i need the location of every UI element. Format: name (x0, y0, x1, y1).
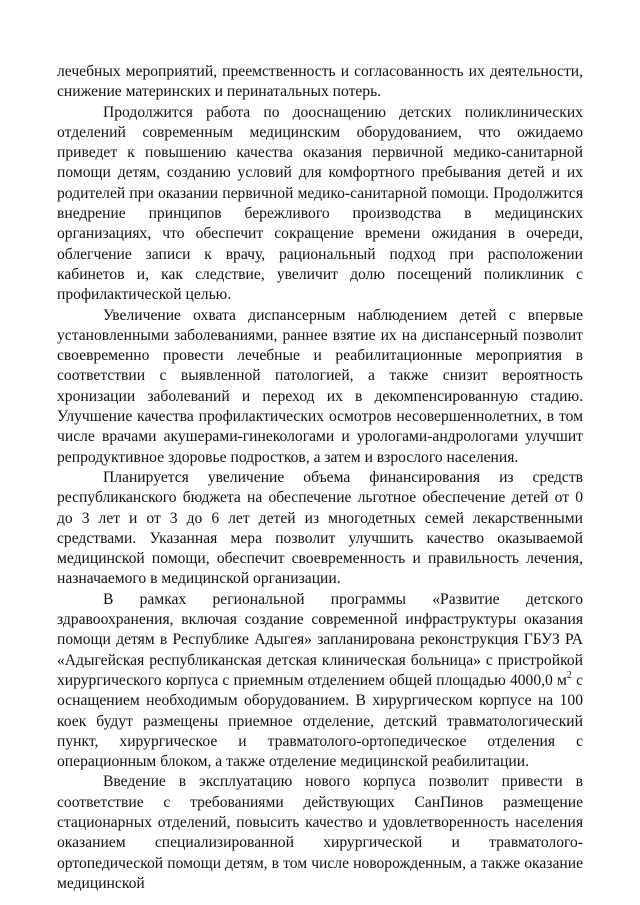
paragraph-new-building: Введение в эксплуатацию нового корпуса позволит привести в соответствие с требованиями действующих СанПинов размещение стационарных отделений, повысить качество и удовлетворенность населения оказанием специализированной хирургической и травматолого-ортопедической помощи детям, в том числе новорожденным, а также оказание медицинской (57, 773, 583, 892)
area-superscript: 2 (566, 669, 572, 681)
paragraph-financing: Планируется увеличение объема финансирования из средств республиканского бюджета на обеспечение льготное обеспечение детей от 0 до 3 лет и от 3 до 6 лет детей из многодетных семей лекарственными средствами. Указанная мера позволит улучшить качество оказываемой медицинской помощи, обеспечит своевременность и правильность лечения, назначаемого в медицинской организации. (57, 468, 583, 588)
paragraph-continuation: лечебных мероприятий, преемственность и согласованность их деятельности, снижение материнских и перинатальных потерь. (57, 63, 583, 101)
paragraph-regional-program (57, 590, 583, 773)
paragraph-dispensary-observation: Увеличение охвата диспансерным наблюдением детей с впервые установленными заболеваниями, раннее взятие их на диспансерный позволит своевременно провести лечебные и реабилитационные мероприятия в соответствии с выявленной патологией, а также снизит вероятность хронизации заболеваний и переход их в декомпенсированную стадию. Улучшение качества профилактических осмотров несовершеннолетних, в том числе врачами акушерами-гинекологами и урологами-андрологами улучшит репродуктивное здоровье подростков, а затем и взрослого населения. (57, 306, 583, 466)
regional-program-text-after: с оснащением необходимым оборудованием. В хирургическом корпусе на 100 коек будут размещены приемное отделение, детский травматологический пункт, хирургическое и травматолого-ортопедическое отделения с операционным блоком, а также отделение медицинской реабилитации. (57, 671, 583, 771)
regional-program-text-before: В рамках региональной программы «Развитие детского здравоохранения, включая создание современной инфраструктуры оказания помощи детям в Республике Адыгея» запланирована реконструкция ГБУЗ РА «Адыгейская республиканская детская клиническая больница» с пристройкой хирургического корпуса с приемным отделением общей площадью 4000,0 м (57, 590, 583, 689)
paragraph-polyclinic-equipment: Продолжится работа по дооснащению детских поликлинических отделений современным медицинским оборудованием, что ожидаемо приведет к повышению качества оказания первичной медико-санитарной помощи детям, созданию условий для комфортного пребывания детей и их родителей при оказании первичной медико-санитарной помощи. Продолжится внедрение принципов бережливого производства в медицинских организациях, что обеспечит сокращение времени ожидания в очереди, облегчение записи к врачу, рациональный подход при расположении кабинетов и, как следствие, увеличит долю посещений поликлиник с профилактической целью. (57, 103, 583, 304)
